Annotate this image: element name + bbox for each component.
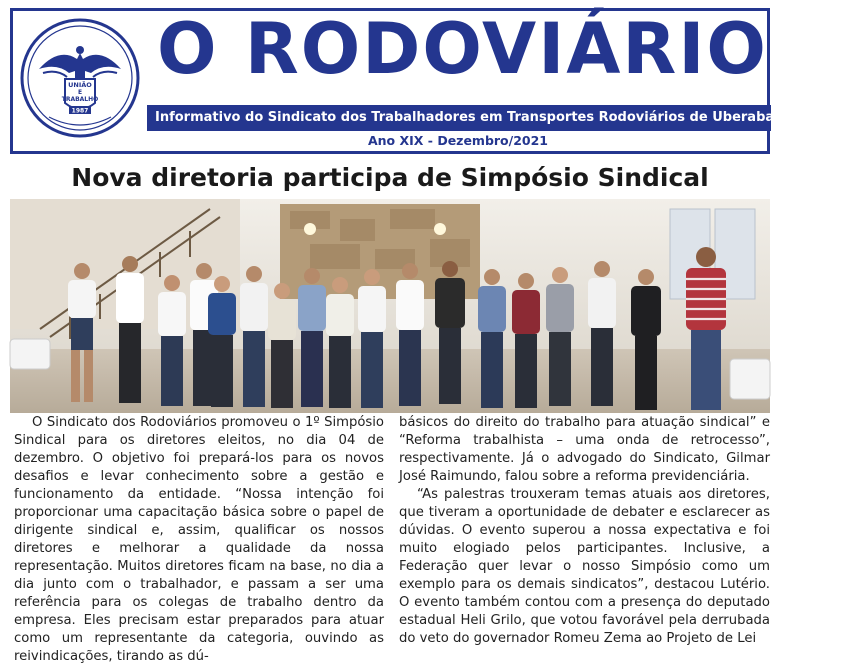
edition-info: Ano XIX - Dezembro/2021 bbox=[367, 133, 549, 148]
logo-banner-line2: E bbox=[77, 89, 83, 96]
publication-subtitle: Informativo do Sindicato dos Trabalhadores em Transportes Rodoviários de Uberaba e Região bbox=[147, 105, 771, 131]
article-paragraph: O Sindicato dos Rodoviários promoveu o 1º Simpósio Sindical para os diretores eleitos, no dia 04 de dezembro. O objetivo foi prepará-los para os novos desafios e levar conhecimento sobre a gestão e funcionamento da entidade. “Nossa intenção foi proporcionar uma capacitação básica sobre o papel de dirigente sindical e, assim, qualificar os nossos diretores e melhorar a qualidade da nossa representação. Muitos diretores ficam na base, no dia a dia junto com o trabalhador, e passam a ser uma referência para os colegas de trabalho dentro da empresa. Eles precisam estar preparados para atuar como um representante da categoria, ouvindo as reivindicações, tirando as dú- bbox=[14, 415, 384, 664]
logo-banner-line1: UNIÃO bbox=[68, 81, 92, 89]
article-paragraph: “As palestras trouxeram temas atuais aos diretores, que tiveram a oportunidade de debater e esclarecer as dúvidas. O evento superou a nossa expectativa e foi muito elogiado pelos participantes. Inclusive, a Federação quer levar o nosso Simpósio como um exemplo para os demais sindicatos”, destacou Lutério. O evento também contou com a presença do deputado estadual Heli Grilo, que votou favorável pela derrubada do veto do governador Romeu Zema ao Projeto de Lei bbox=[399, 487, 770, 646]
logo-year: 1987 bbox=[71, 107, 89, 115]
masthead bbox=[10, 8, 842, 154]
article-paragraph: básicos do direito do trabalho para atuação sindical” e “Reforma trabalhista – uma onda de retrocesso”, respectivamente. Já o advogado do Sindicato, Gilmar José Raimundo, falou sobre a reforma previdenciária. bbox=[399, 415, 770, 484]
article-headline: Nova diretoria participa de Simpósio Sindical bbox=[71, 163, 709, 192]
article-column-right bbox=[399, 414, 770, 648]
logo-banner-line3: TRABALHO bbox=[61, 96, 99, 103]
publication-title: O RODOVIÁRIO bbox=[157, 8, 768, 90]
eagle-emblem-icon bbox=[19, 17, 141, 139]
group-photo bbox=[10, 199, 770, 413]
article-column-left bbox=[14, 414, 384, 666]
